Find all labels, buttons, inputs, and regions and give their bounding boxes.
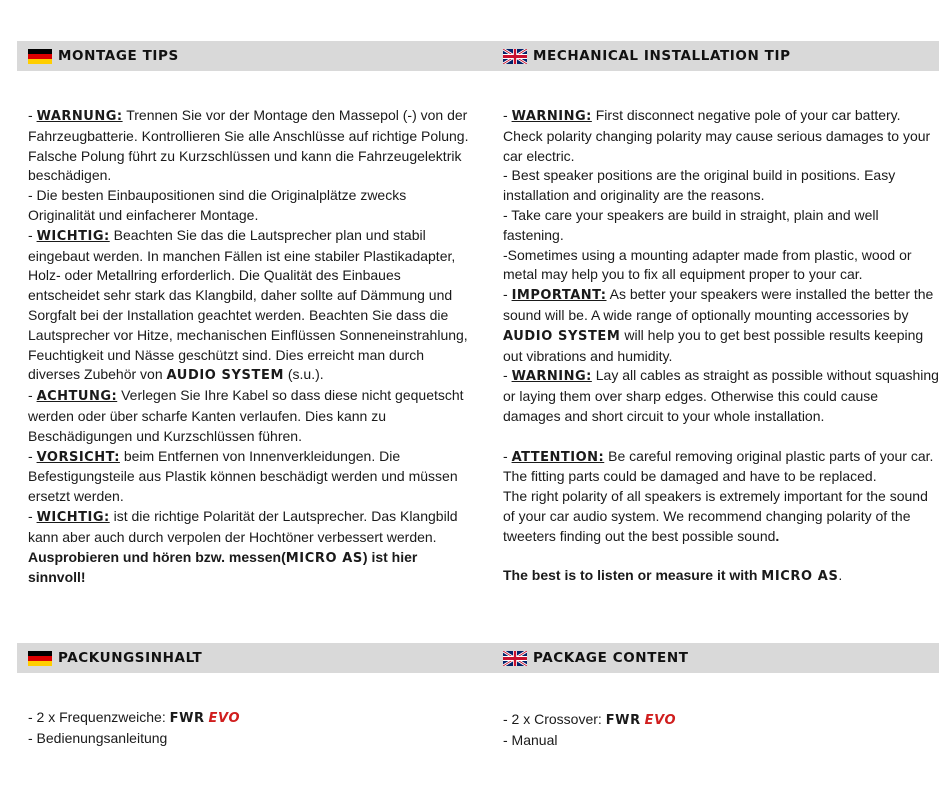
text: The right polarity of all speakers is extremely important for the sound of your car audio system. We recommend changing polarity of the tweeters finding out the best possible sound — [503, 488, 928, 544]
section-header-montage-en — [503, 48, 791, 64]
section-title: MECHANICAL INSTALLATION TIP — [533, 48, 791, 64]
keyword-vorsicht: VORSICHT: — [36, 449, 120, 465]
closing-note — [28, 548, 474, 589]
text: Verlegen Sie Ihre Kabel so dass diese nicht gequetscht werden oder über scharfe Kanten verlaufen. Dies kann zu Beschädigungen und Kurzschlüssen führen. — [28, 387, 464, 444]
package-list-de — [28, 708, 474, 749]
model-name: FWR — [169, 711, 205, 726]
keyword-wichtig: WICHTIG: — [36, 228, 110, 244]
text: . — [838, 567, 843, 584]
uk-flag-icon — [503, 49, 527, 64]
paragraph: - WARNUNG: Trennen Sie vor der Montage den Massepol (-) von der Fahrzeugbatterie. Kontrollieren Sie alle Anschlüsse auf richtige Polung. Falsche Polung führt zu Kurzschlüssen und kann die Fahrzeugelektrik beschädigen. — [28, 107, 469, 184]
paragraph: - VORSICHT: beim Entfernen von Innenverkleidungen. Die Befestigungsteile aus Plastik können beschädigt werden und müssen ersetzt werden. — [28, 447, 458, 505]
package-list-en — [503, 710, 939, 751]
paragraph: - WARNING: Lay all cables as straight as possible without squashing or laying them over sharp edges. Otherwise this could cause damages and short circuit to your whole installation. — [503, 367, 939, 424]
montage-text-en — [503, 106, 939, 587]
text: Ausprobieren und hören bzw. messen( — [28, 548, 286, 565]
list-item: - Bedienungsanleitung — [28, 729, 168, 746]
text: beim Entfernen von Innenverkleidungen. Die Befestigungsteile aus Plastik können beschädigt werden und müssen ersetzt werden. — [28, 447, 458, 505]
paragraph: - Take care your speakers are build in straight, plain and well fastening. — [503, 206, 879, 243]
paragraph: - ATTENTION: Be careful removing original plastic parts of your car. The fitting parts could be damaged and have to be replaced. — [503, 447, 934, 485]
text: ist die richtige Polarität der Lautsprecher. Das Klangbild kann aber auch durch verpolen der Hochtöner verbessert werden. — [28, 507, 458, 545]
paragraph: - WARNING: First disconnect negative pole of your car battery. Check polarity changing polarity may cause serious damages to your car electric. — [503, 107, 931, 164]
spacer — [503, 547, 939, 567]
montage-text-de — [28, 106, 474, 588]
model-suffix: EVO — [644, 713, 677, 728]
model-name: FWR — [605, 713, 641, 728]
keyword-warning: WARNING: — [511, 109, 592, 124]
list-item: - Manual — [503, 731, 558, 748]
paragraph: - Best speaker positions are the original build in positions. Easy installation and originality are the reasons. — [503, 167, 896, 204]
text: ) ist hier sinnvoll! — [28, 548, 418, 586]
section-title: PACKUNGSINHALT — [58, 650, 203, 666]
model-suffix: EVO — [208, 711, 241, 726]
keyword-warnung: WARNUNG: — [36, 109, 123, 124]
list-item — [28, 708, 474, 729]
paragraph — [503, 487, 939, 546]
keyword-wichtig: WICHTIG: — [36, 509, 110, 525]
text: Be careful removing original plastic parts of your car. The fitting parts could be damaged and have to be replaced. — [503, 447, 934, 485]
section-title: PACKAGE CONTENT — [533, 650, 689, 666]
paragraph: - Die besten Einbaupositionen sind die Originalplätze zwecks Originalität und einfacherer Montage. — [28, 187, 407, 223]
micro-as-brand: MICRO AS — [761, 569, 839, 585]
closing-note — [503, 566, 939, 587]
brand-name: AUDIO SYSTEM — [503, 328, 621, 344]
text: The best is to listen or measure it with — [503, 567, 762, 584]
keyword-attention: ATTENTION: — [511, 449, 605, 465]
keyword-achtung: ACHTUNG: — [36, 389, 118, 405]
paragraph: - WICHTIG: ist die richtige Polarität der Lautsprecher. Das Klangbild kann aber auch durch verpolen der Hochtöner verbessert werden. — [28, 507, 458, 545]
text: will help you to get best possible results keeping out vibrations and humidity. — [503, 326, 924, 364]
text: . — [775, 527, 780, 544]
text: Beachten Sie das die Lautsprecher plan und stabil eingebaut werden. In manchen Fällen ist eine stabiler Plastikadapter, Holz- oder Metallring erforderlich. Die Qualität des Einbaues entscheidet sehr stark das Klangbild, daher sollte auf Dämmung und Sorgfalt bei der Installation geachtet werden. Beachten Sie dass die Lautsprecher vor Hitze, mechanischen Einflüssen Sonneneinstrahlung, Feuchtigkeit und Nässe geschützt sind. Dies erreicht man durch diverses Zubehör von — [28, 226, 468, 383]
keyword-warning: WARNING: — [511, 369, 592, 385]
german-flag-icon — [28, 651, 52, 666]
section-header-montage-de — [28, 48, 179, 64]
text: First disconnect negative pole of your car battery. Check polarity changing polarity may cause serious damages to your car electric. — [503, 107, 931, 164]
brand-name: AUDIO SYSTEM — [166, 368, 284, 384]
micro-as-brand: MICRO AS — [285, 550, 363, 566]
paragraph: - IMPORTANT: As better your speakers were installed the better the sound will be. A wide range of optionally mounting accessories by AUDIO SYSTEM will help you to get best possible results keeping out vibrations and humidity. — [503, 286, 934, 364]
list-item — [503, 710, 939, 731]
text: As better your speakers were installed the better the sound will be. A wide range of optionally mounting accessories by — [503, 286, 934, 323]
uk-flag-icon — [503, 651, 527, 666]
german-flag-icon — [28, 49, 52, 64]
keyword-important: IMPORTANT: — [511, 288, 607, 304]
text: (s.u.). — [283, 366, 324, 383]
spacer — [503, 427, 939, 447]
section-header-package-de — [28, 650, 202, 666]
text: Lay all cables as straight as possible without squashing or laying them over sharp edges. Otherwise this could cause damages and short circuit to your whole installation. — [503, 367, 939, 424]
text: - 2 x Frequenzweiche: — [28, 709, 170, 725]
section-title: MONTAGE TIPS — [58, 48, 179, 64]
paragraph: - ACHTUNG: Verlegen Sie Ihre Kabel so dass diese nicht gequetscht werden oder über scharfe Kanten verlaufen. Dies kann zu Beschädigungen und Kurzschlüssen führen. — [28, 387, 464, 444]
text: Trennen Sie vor der Montage den Massepol (-) von der Fahrzeugbatterie. Kontrollieren Sie alle Anschlüsse auf richtige Polung. Falsche Polung führt zu Kurzschlüssen und kann die Fahrzeugelektrik beschädigen. — [28, 107, 469, 184]
paragraph: - WICHTIG: Beachten Sie das die Lautsprecher plan und stabil eingebaut werden. In manchen Fällen ist eine stabiler Plastikadapter, Holz- oder Metallring erforderlich. Die Qualität des Einbaues entscheidet sehr stark das Klangbild, daher sollte auf Dämmung und Sorgfalt bei der Installation geachtet werden. Beachten Sie dass die Lautsprecher vor Hitze, mechanischen Einflüssen Sonneneinstrahlung, Feuchtigkeit und Nässe geschützt sind. Dies erreicht man durch diverses Zubehör von AUDIO SYSTEM (s.u.). — [28, 226, 468, 384]
paragraph: -Sometimes using a mounting adapter made from plastic, wood or metal may help you to fix all equipment proper to your car. — [503, 246, 912, 283]
text: - 2 x Crossover: — [503, 711, 606, 727]
section-header-package-en — [503, 650, 689, 666]
